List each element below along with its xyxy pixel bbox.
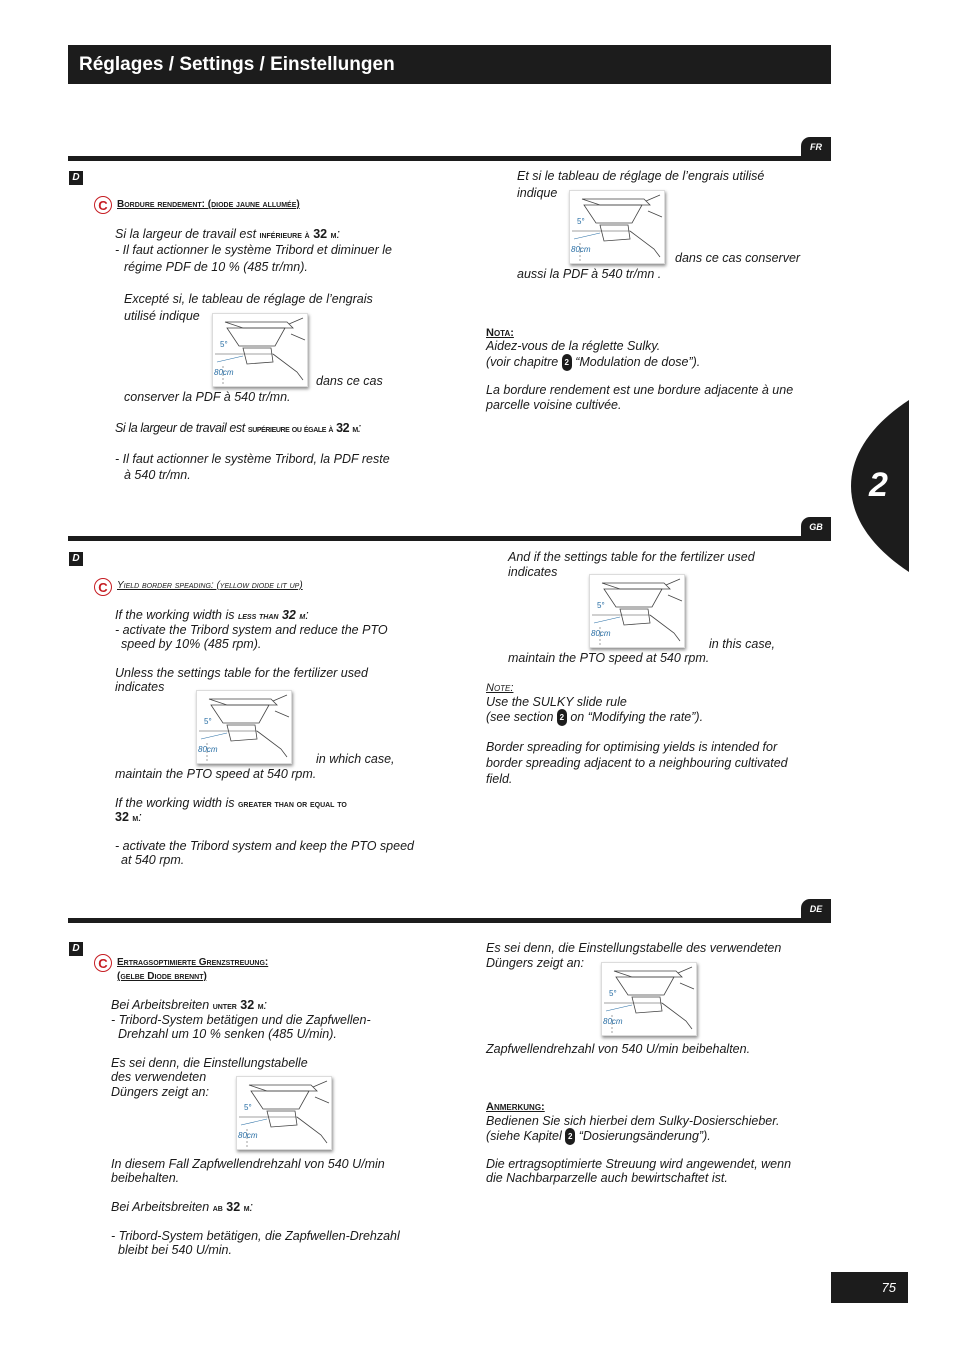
spreader-image [236, 1076, 332, 1150]
de-line: Drehzahl um 10 % senken (485 U/min). [118, 1027, 337, 1041]
section-title-de-2: (gelbe Diode brennt) [117, 971, 207, 982]
chapter-badge: 2 [562, 354, 572, 371]
fr-condition-2: Si la largeur de travail est supérieure ou égale à 32 m: [115, 421, 361, 435]
de-right-line: Zapfwellendrehzahl von 540 U/min beibehalten. [486, 1042, 751, 1056]
gb-note-line: field. [486, 772, 513, 786]
gb-line: in which case, [316, 752, 395, 766]
chapter-badge: 2 [557, 709, 567, 726]
distance-label: 80cm [591, 629, 611, 638]
gb-right-line: And if the settings table for the fertilizer used [508, 550, 755, 564]
de-condition-2: Bei Arbeitsbreiten ab 32 m: [111, 1200, 254, 1214]
fr-note-line: (voir chapitre 2 “Modulation de dose”). [486, 354, 700, 371]
gb-note-line: border spreading adjacent to a neighbouring cultivated [486, 756, 788, 770]
gb-condition-1: If the working width is less than 32 m: [115, 608, 309, 622]
distance-label: 80cm [214, 368, 234, 377]
c-icon-gb: C [94, 578, 112, 596]
de-line: Düngers zeigt an: [111, 1085, 209, 1099]
fr-note-line: Aidez-vous de la réglette Sulky. [486, 339, 661, 353]
fr-right-line: Et si le tableau de réglage de l’engrais utilisé [517, 169, 765, 183]
fr-condition-1: Si la largeur de travail est inférieure à 32 m: [115, 227, 340, 241]
gb-line: indicates [115, 680, 165, 694]
fr-line: Excepté si, le tableau de réglage de l’engrais [124, 292, 373, 306]
de-right-line: Düngers zeigt an: [486, 956, 584, 970]
de-line: bleibt bei 540 U/min. [118, 1243, 232, 1257]
d-label-gb: D [69, 552, 83, 566]
distance-label: 80cm [603, 1017, 623, 1026]
de-line: des verwendeten [111, 1070, 207, 1084]
fr-line: à 540 tr/mn. [124, 468, 191, 482]
gb-note-line: Use the SULKY slide rule [486, 695, 627, 709]
fr-right-line: aussi la PDF à 540 tr/mn . [517, 267, 662, 281]
de-line: Es sei denn, die Einstellungstabelle [111, 1056, 308, 1070]
gb-note-line: Border spreading for optimising yields is intended for [486, 740, 778, 754]
gb-line: - activate the Tribord system and keep the PTO speed [115, 839, 414, 853]
gb-line: - activate the Tribord system and reduce the PTO [115, 623, 388, 637]
gb-right-line: in this case, [709, 637, 776, 651]
gb-line: speed by 10% (485 rpm). [121, 637, 262, 651]
page-title: Réglages / Settings / Einstellungen [79, 54, 395, 75]
fr-note-line: La bordure rendement est une bordure adjacente à une [486, 383, 794, 397]
spreader-image [196, 690, 292, 764]
de-note-line: Bedienen Sie sich hierbei dem Sulky-Dosierschieber. [486, 1114, 780, 1128]
fr-line: régime PDF de 10 % (485 tr/mn). [124, 260, 308, 274]
de-note-line: die Nachbarparzelle auch bewirtschaftet ist. [486, 1171, 728, 1185]
fr-line: dans ce cas [316, 374, 383, 388]
page-number: 75 [831, 1272, 908, 1303]
section-title-de: Ertragsoptimierte Grenzstreuung: [117, 957, 269, 968]
angle-label: 5° [597, 601, 605, 610]
d-label-de: D [69, 942, 83, 956]
gb-right-line: indicates [508, 565, 558, 579]
lang-tab-gb: GB [801, 517, 831, 537]
gb-condition-2b: 32 m: [115, 810, 142, 824]
de-line: - Tribord-System betätigen, die Zapfwellen-Drehzahl [111, 1229, 400, 1243]
fr-note-line: parcelle voisine cultivée. [486, 398, 622, 412]
distance-label: 80cm [238, 1131, 258, 1140]
gb-note-line: (see section 2 on “Modifying the rate”). [486, 709, 703, 726]
c-icon-fr: C [94, 196, 112, 214]
spreader-image [601, 962, 697, 1036]
de-note-line: (siehe Kapitel 2 “Dosierungsänderung”). [486, 1128, 711, 1145]
gb-line: Unless the settings table for the fertilizer used [115, 666, 368, 680]
chapter-badge: 2 [565, 1128, 575, 1145]
angle-label: 5° [244, 1103, 252, 1112]
angle-label: 5° [609, 989, 617, 998]
fr-right-line: dans ce cas conserver [675, 251, 801, 265]
page-header [68, 45, 831, 84]
fr-right-line: indique [517, 186, 558, 200]
angle-label: 5° [204, 717, 212, 726]
angle-label: 5° [577, 217, 585, 226]
distance-label: 80cm [198, 745, 218, 754]
spreader-image [212, 313, 308, 387]
section-title-gb: Yield border speading: (yellow diode lit up) [117, 580, 303, 591]
gb-line: maintain the PTO speed at 540 rpm. [115, 767, 317, 781]
fr-note-label: Nota: [486, 327, 514, 339]
gb-note-label: Note: [486, 682, 514, 694]
de-line: - Tribord-System betätigen und die Zapfwellen- [111, 1013, 371, 1027]
de-line: In diesem Fall Zapfwellendrehzahl von 540 U/min [111, 1157, 385, 1171]
de-note-line: Die ertragsoptimierte Streuung wird angewendet, wenn [486, 1157, 792, 1171]
gb-condition-2: If the working width is greater than or equal to [115, 796, 347, 810]
de-line: beibehalten. [111, 1171, 180, 1185]
de-note-label: Anmerkung: [486, 1101, 545, 1113]
distance-label: 80cm [571, 245, 591, 254]
de-right-line: Es sei denn, die Einstellungstabelle des verwendeten [486, 941, 782, 955]
fr-line: - Il faut actionner le système Tribord, la PDF reste [115, 452, 390, 466]
section-rule-de [68, 918, 831, 923]
fr-line: - Il faut actionner le système Tribord et diminuer le [115, 243, 392, 257]
angle-label: 5° [220, 340, 228, 349]
chapter-number: 2 [869, 466, 888, 504]
section-title-fr: Bordure rendement: (diode jaune allumée) [117, 199, 300, 210]
de-condition-1: Bei Arbeitsbreiten unter 32 m: [111, 998, 268, 1012]
fr-line: conserver la PDF à 540 tr/mn. [124, 390, 291, 404]
spreader-image [569, 190, 665, 264]
section-rule-gb [68, 536, 831, 541]
section-rule-fr [68, 156, 831, 161]
lang-tab-de: DE [801, 899, 831, 919]
spreader-image [589, 574, 685, 648]
chapter-tab [851, 400, 909, 572]
gb-right-line: maintain the PTO speed at 540 rpm. [508, 651, 710, 665]
fr-line: utilisé indique [124, 309, 200, 323]
lang-tab-fr: FR [801, 137, 831, 157]
d-label-fr: D [69, 171, 83, 185]
gb-line: at 540 rpm. [121, 853, 185, 867]
c-icon-de: C [94, 954, 112, 972]
